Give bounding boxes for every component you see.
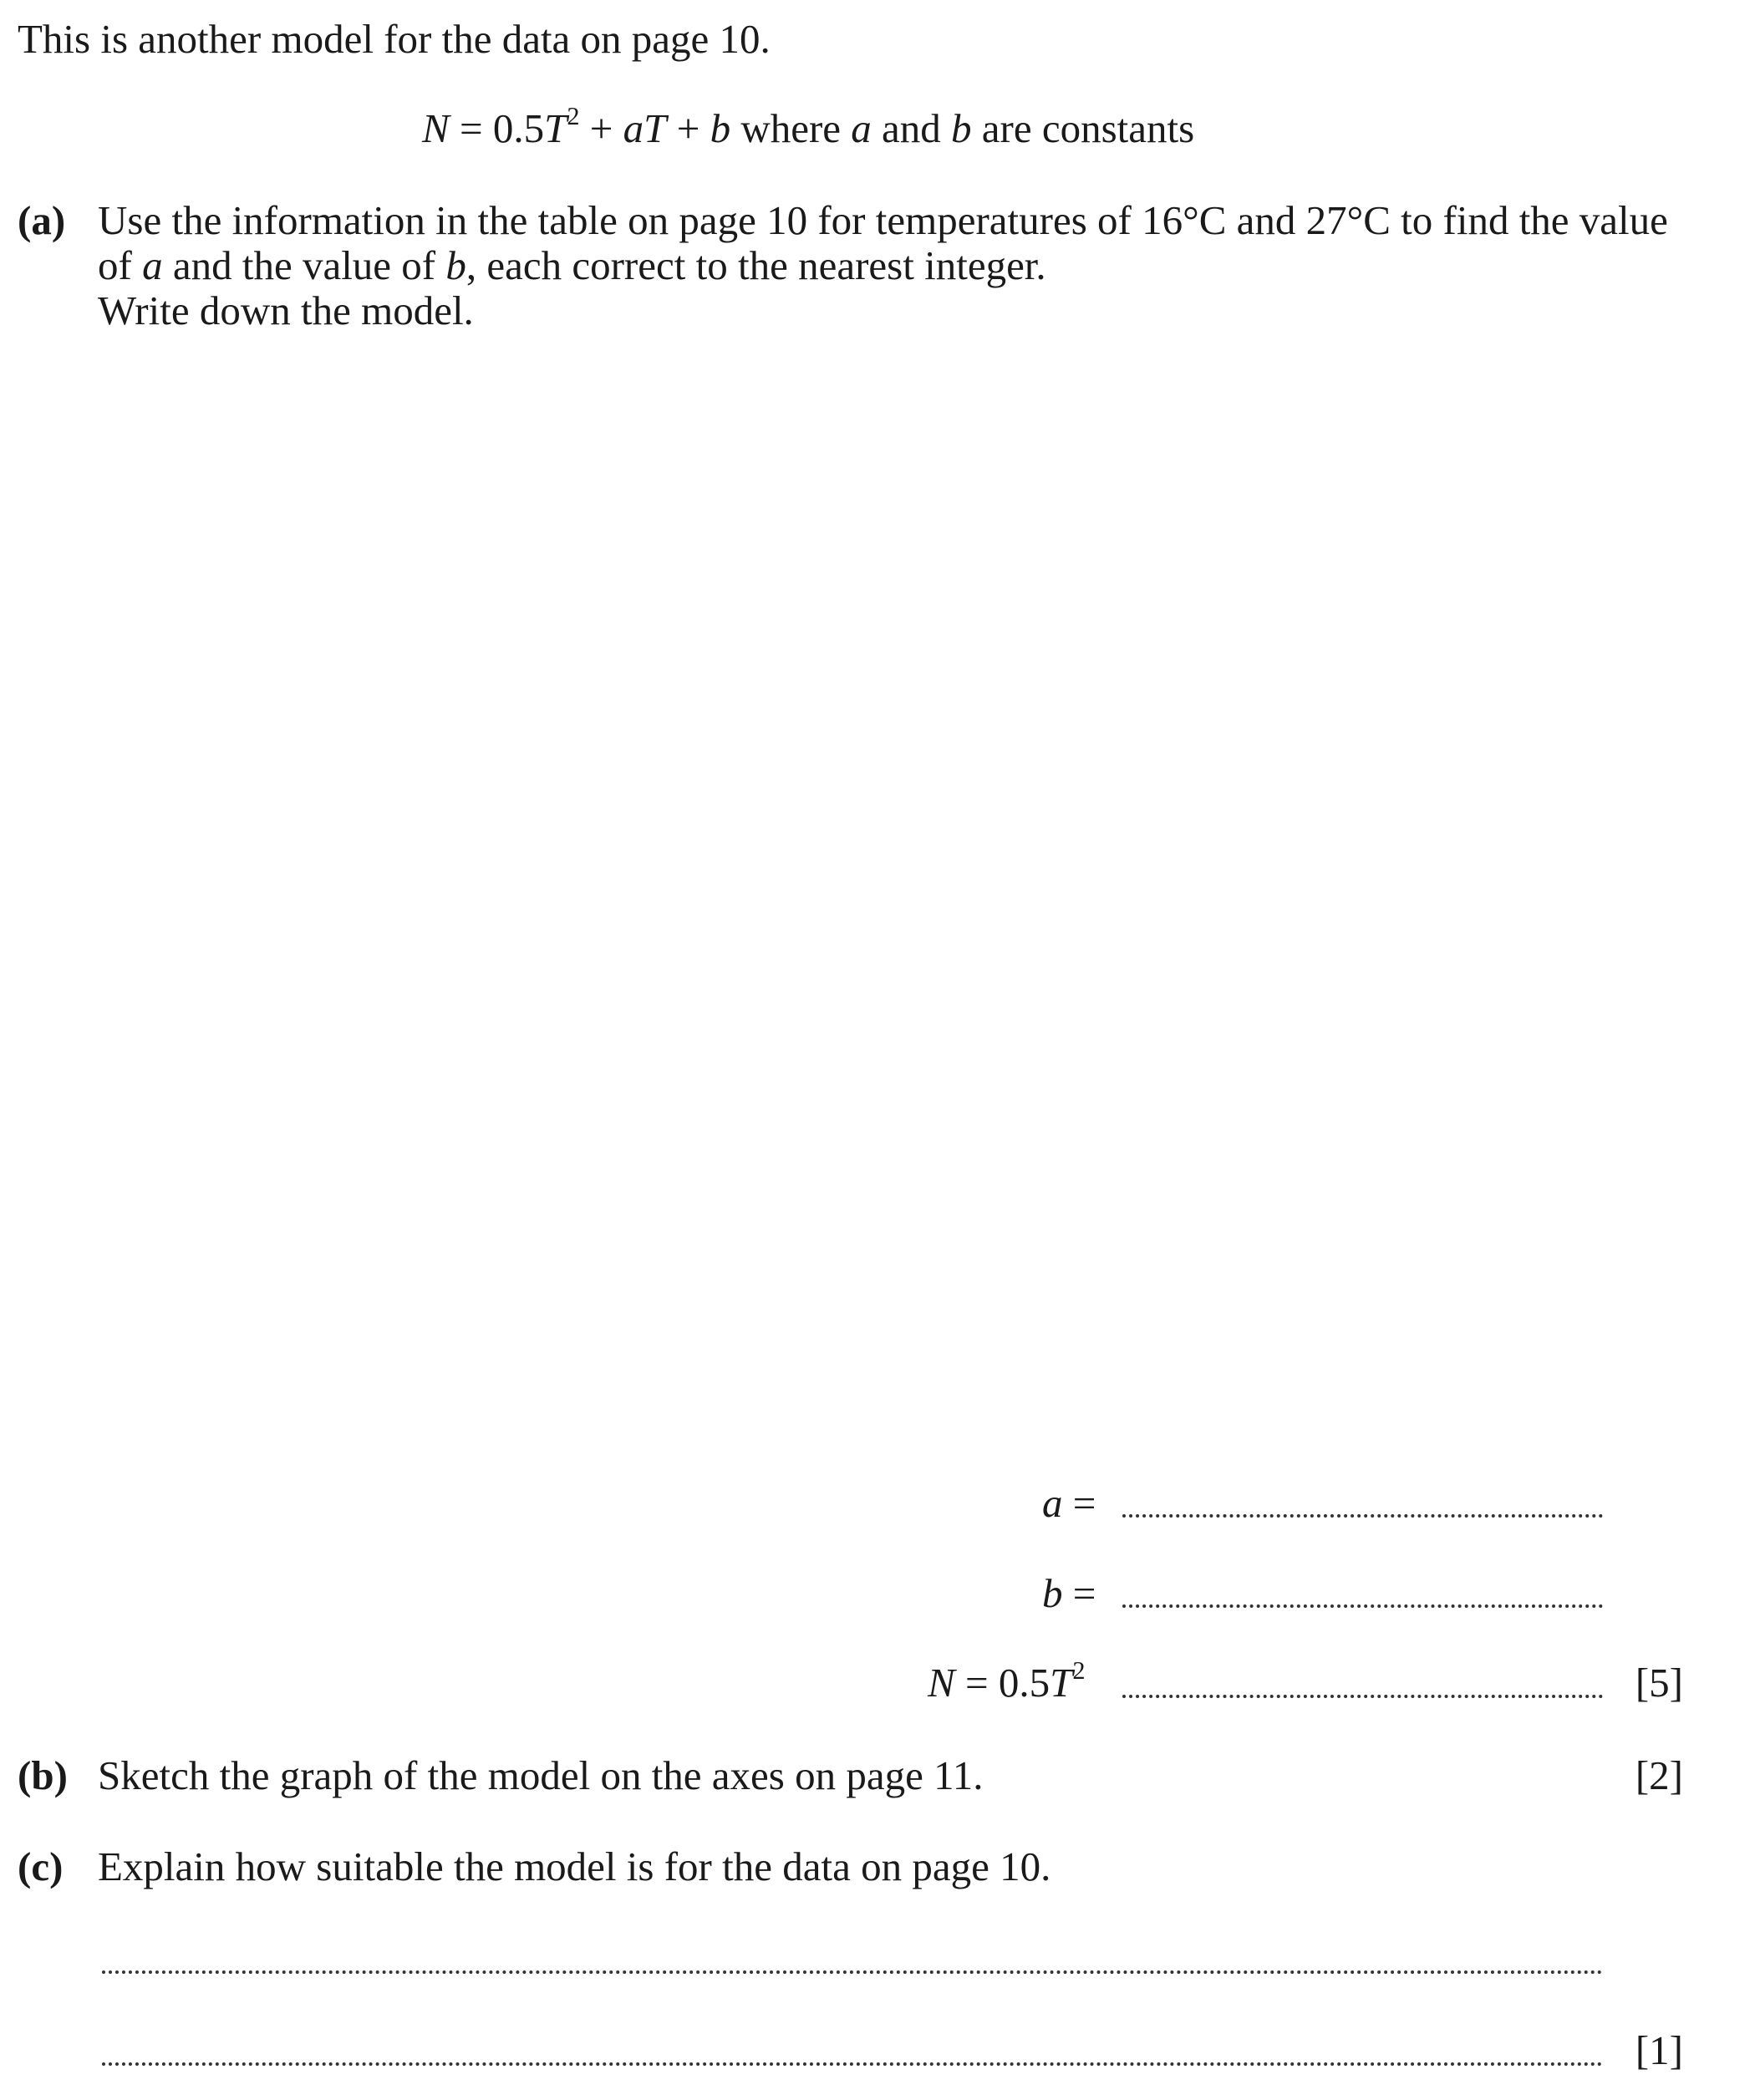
part-a-marks: [5]: [1635, 1660, 1683, 1706]
part-c-answer-line-2[interactable]: [102, 2062, 1603, 2066]
part-c-label: (c): [18, 1843, 64, 1889]
part-a-line3: Write down the model.: [98, 287, 474, 333]
formula-eq: = 0.5: [449, 105, 545, 151]
part-b-text: Sketch the graph of the model on the axes on page 11.: [98, 1752, 984, 1798]
answer-a-eq: =: [1062, 1480, 1096, 1526]
formula-plus1: +: [579, 105, 623, 151]
answer-a-line[interactable]: [1122, 1514, 1603, 1518]
part-a-line2: [98, 242, 1046, 291]
part-b-label: (b): [18, 1752, 68, 1798]
formula-N: N: [422, 105, 450, 151]
formula-a: a: [623, 105, 644, 151]
answer-a-label: [1042, 1479, 1096, 1528]
part-a-label: (a): [18, 197, 66, 243]
answer-b-var: b: [1042, 1570, 1063, 1616]
answer-model-line[interactable]: [1122, 1695, 1603, 1698]
part-c-answer-line-1[interactable]: [102, 1970, 1603, 1974]
formula-T2: T: [644, 105, 667, 151]
formula-and: and: [871, 105, 952, 151]
formula-exponent: 2: [567, 101, 580, 130]
part-a-line2-pre: of: [98, 242, 143, 288]
part-a-line2-b: b: [445, 242, 466, 288]
answer-N-T: T: [1050, 1660, 1073, 1706]
answer-model-label: [928, 1655, 1086, 1708]
formula-T: T: [544, 105, 567, 151]
part-a-line1: Use the information in the table on page 10 for temperatures of 16°C and 27°C to find the value: [98, 197, 1668, 243]
answer-N-var: N: [928, 1660, 955, 1706]
part-a-line2-a: a: [142, 242, 163, 288]
part-a-line2-post: , each correct to the nearest integer.: [465, 242, 1046, 288]
formula-where: where: [730, 105, 852, 151]
intro-text: This is another model for the data on page 10.: [18, 16, 771, 62]
model-formula: [422, 101, 1195, 154]
part-a-line2-mid: and the value of: [162, 242, 446, 288]
answer-N-exp: 2: [1072, 1655, 1086, 1685]
part-c-text: Explain how suitable the model is for the data on page 10.: [98, 1843, 1051, 1889]
formula-a2: a: [851, 105, 872, 151]
answer-N-rest: = 0.5: [954, 1660, 1050, 1706]
formula-b2: b: [951, 105, 972, 151]
answer-b-eq: =: [1062, 1570, 1096, 1616]
formula-rest: are constants: [971, 105, 1195, 151]
part-b-marks: [2]: [1635, 1752, 1683, 1798]
answer-b-label: [1042, 1569, 1096, 1619]
answer-a-var: a: [1042, 1480, 1063, 1526]
formula-b: b: [710, 105, 731, 151]
part-c-marks: [1]: [1635, 2027, 1683, 2073]
answer-b-line[interactable]: [1122, 1604, 1603, 1608]
formula-plus2: +: [666, 105, 710, 151]
